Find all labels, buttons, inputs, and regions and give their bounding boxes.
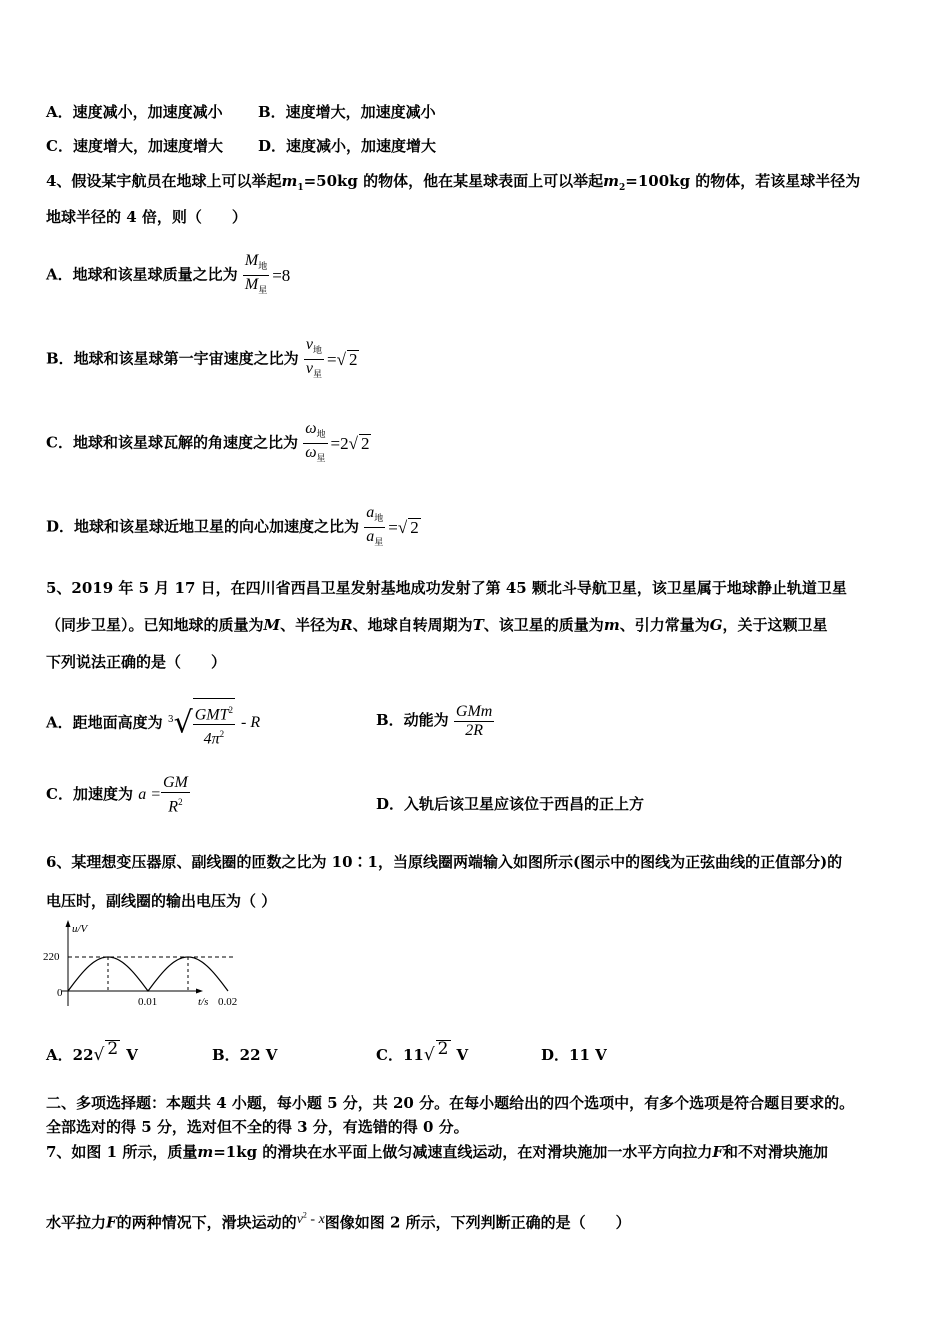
q5-option-b: B．动能为 $\frac{\text{GMm}}{2R}$ (376, 702, 493, 739)
voltage-curve (68, 957, 228, 991)
q5-c-fraction: $\frac{GM}{R^2}$ (162, 773, 188, 816)
q6-option-c: C．11√ 2 V (376, 1039, 469, 1065)
q6-stem-line2: 电压时，副线圈的输出电压为（ ） (46, 892, 277, 910)
q4-option-c: C．地球和该星球瓦解的角速度之比为 $\frac{\omega_地}{\omega_星}$ =2√ 2 (46, 420, 371, 467)
q3-option-b: B．速度增大，加速度减小 (258, 103, 436, 121)
q3-option-a: A．速度减小，加速度减小 (46, 103, 223, 121)
x-tick-label: 0.02 (218, 996, 238, 1008)
y-axis-label: u/V (72, 923, 88, 935)
q5-stem-line3: 下列说法正确的是（ ） (46, 653, 227, 671)
section2-line2: 全部选对的得 5 分，选对但不全的得 3 分，有选错的得 0 分。 (46, 1118, 469, 1136)
q4-a-fraction: $\frac{M_地}{M_星}$ (244, 252, 268, 296)
q5-stem-line1: 5、2019 年 5 月 17 日，在四川省西昌卫星发射基地成功发射了第 45 颗北斗导航卫星，该卫星属于地球静止轨道卫星 (46, 579, 847, 597)
y-tick-220: 220 (43, 951, 60, 963)
q3-option-d: D．速度减小，加速度增大 (258, 137, 437, 155)
q5-option-d: D．入轨后该卫星应该位于西昌的正上方 (376, 795, 645, 813)
q7-v2-x-expression: $v^2$ - x (296, 1210, 325, 1227)
origin-label: 0 (57, 987, 63, 999)
q4-c-fraction: $\frac{\omega_地}{\omega_星}$ (305, 420, 326, 464)
section2-line1: 二、多项选择题：本题共 4 小题，每小题 5 分，共 20 分。在每小题给出的四个选项中，有多个选项是符合题目要求的。 (46, 1094, 855, 1112)
x-axis-arrow (196, 989, 203, 994)
q4-stem-line1: 4、假设某宇航员在地球上可以举起$m_1=50kg$ 的物体，他在某星球表面上可以举起$m_2=100kg$ 的物体，若该星球半径为 (46, 172, 861, 193)
q4-option-b: B．地球和该星球第一宇宙速度之比为 $\frac{v_地}{v_星}$ =√ 2 (46, 336, 359, 383)
q4-option-d: D．地球和该星球近地卫星的向心加速度之比为 $\frac{a_地}{a_星}$ =√ 2 (46, 504, 421, 551)
q6-option-b: B．22 V (212, 1046, 278, 1064)
q6-voltage-chart (38, 918, 238, 1010)
q5-b-fraction: $\frac{\text{GMm}}{2R}$ (455, 702, 493, 739)
q7-stem-line1: 7、如图 1 所示，质量m=1kg 的滑块在水平面上做匀减速直线运动，在对滑块施加一水平方向拉力F和不对滑块施加 (46, 1143, 828, 1161)
q4-d-fraction: $\frac{a_地}{a_星}$ (366, 504, 384, 548)
q4-b-fraction: $\frac{v_地}{v_星}$ (305, 336, 323, 380)
q5-a-fraction: $\frac{GMT^2}{4\pi^2}$ (193, 698, 235, 749)
q4-stem-line2: 地球半径的 4 倍，则（ ） (46, 208, 247, 226)
q6-option-d: D．11 V (541, 1046, 607, 1064)
q5-stem-line2: （同步卫星）。已知地球的质量为M、半径为R、地球自转周期为T、该卫星的质量为m、引力常量为G，关于这颗卫星 (46, 616, 828, 634)
q3-option-c: C．速度增大，加速度增大 (46, 137, 223, 155)
x-tick-label: 0.01 (138, 996, 158, 1008)
q5-option-c: C．加速度为 a = $\frac{GM}{R^2}$ (46, 773, 188, 816)
q4-option-a: A．地球和该星球质量之比为 $\frac{M_地}{M_星}$ =8 (46, 252, 290, 299)
x-axis-label: t/s (198, 996, 209, 1008)
y-axis-arrow (66, 920, 71, 927)
q7-stem-line2: 水平拉力F的两种情况下，滑块运动的$v^2$ - x图像如图 2 所示，下列判断正确的是（ ） (46, 1210, 631, 1232)
q6-option-a: A．22√ 2 V (46, 1039, 138, 1065)
q6-stem-line1: 6、某理想变压器原、副线圈的匝数之比为 10∶1，当原线圈两端输入如图所示(图示中的图线为正弦曲线的正值部分)的 (46, 853, 843, 871)
q5-option-a: A．距地面高度为 $^3$√ $\frac{GMT^2}{4\pi^2}$ - R (46, 698, 260, 749)
